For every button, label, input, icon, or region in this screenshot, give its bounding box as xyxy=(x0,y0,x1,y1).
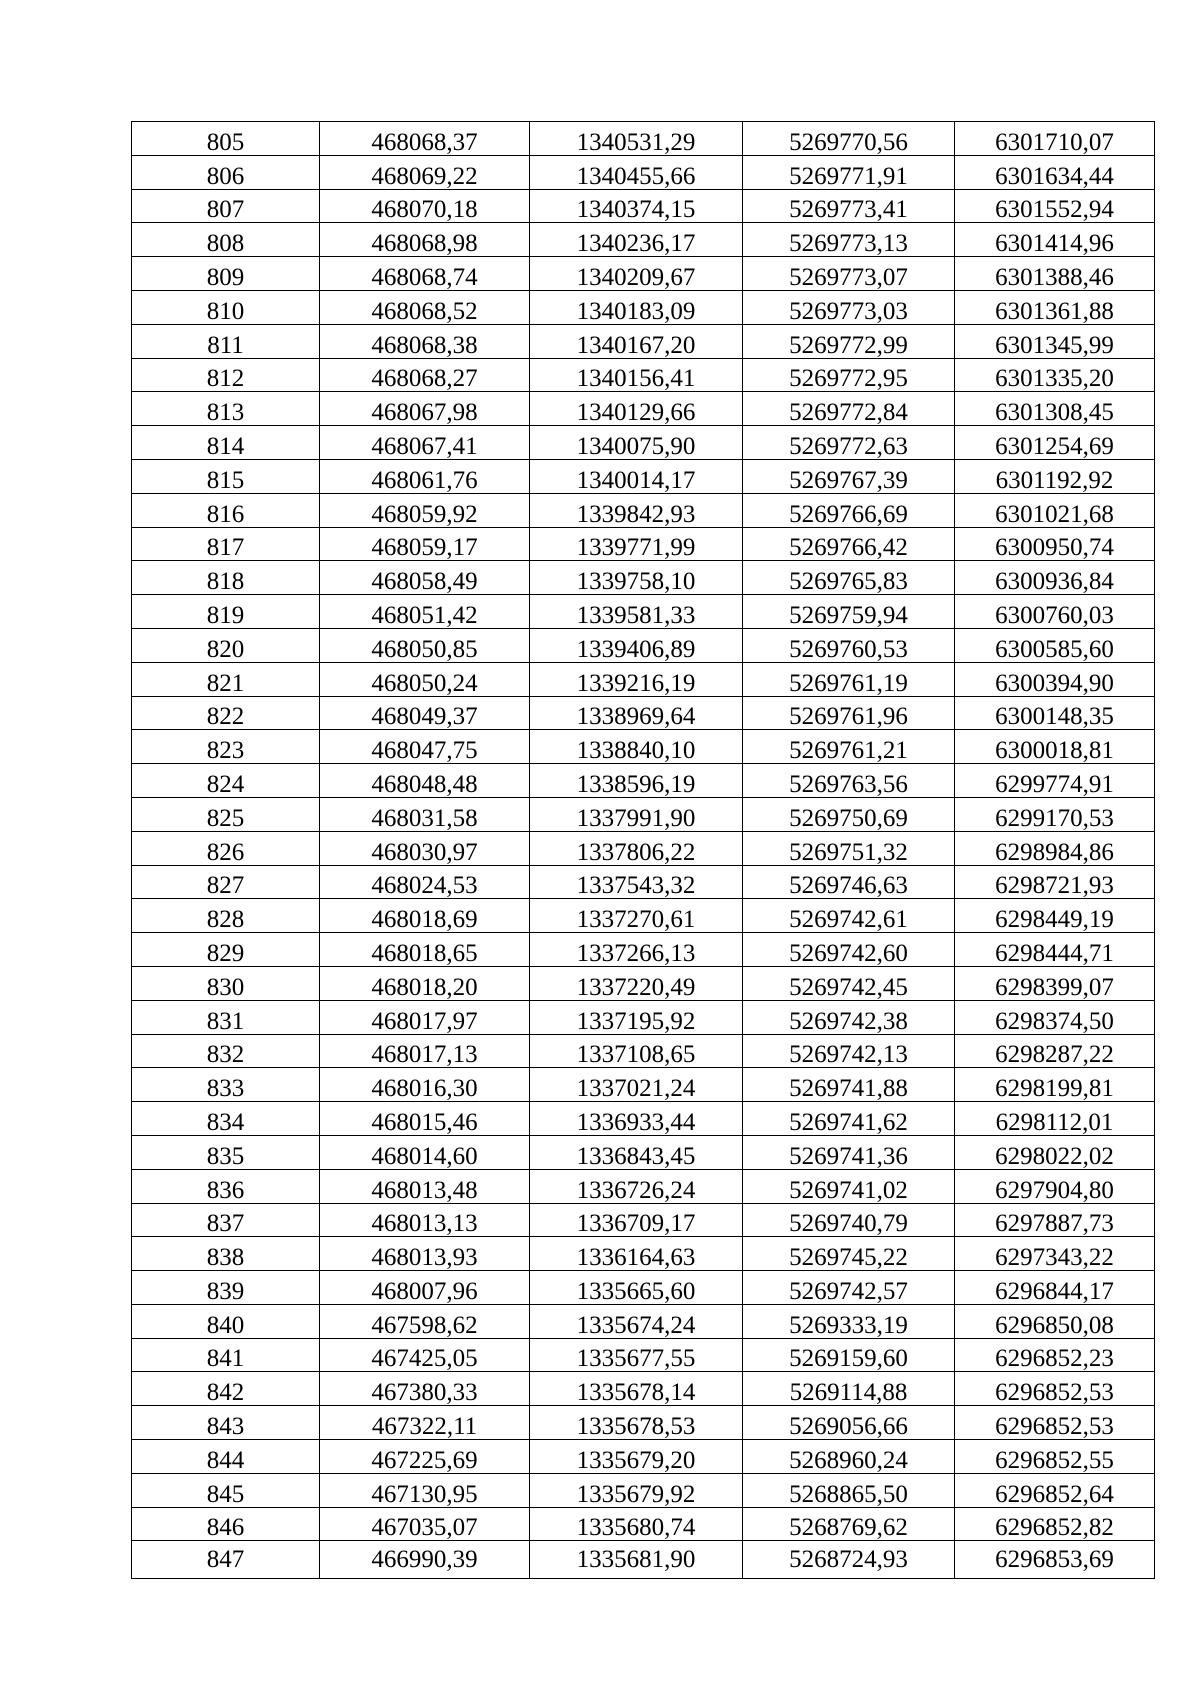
coord-d-cell: 6298199,81 xyxy=(955,1068,1155,1102)
point-number-cell: 832 xyxy=(132,1034,320,1068)
coord-c-cell: 5269741,62 xyxy=(743,1102,955,1136)
coord-a-cell: 468061,76 xyxy=(320,459,530,493)
point-number-cell: 809 xyxy=(132,257,320,291)
point-number-cell: 833 xyxy=(132,1068,320,1102)
point-number-cell: 813 xyxy=(132,392,320,426)
coord-b-cell: 1337195,92 xyxy=(530,1000,743,1034)
table-row xyxy=(132,1203,1155,1237)
coord-d-cell: 6300760,03 xyxy=(955,595,1155,629)
point-number-cell: 840 xyxy=(132,1304,320,1338)
table-row xyxy=(132,493,1155,527)
coord-c-cell: 5269773,41 xyxy=(743,189,955,223)
coord-b-cell: 1340209,67 xyxy=(530,257,743,291)
table-row xyxy=(132,899,1155,933)
coord-a-cell: 467035,07 xyxy=(320,1507,530,1541)
coord-b-cell: 1337266,13 xyxy=(530,933,743,967)
coord-a-cell: 468058,49 xyxy=(320,561,530,595)
table-row xyxy=(132,966,1155,1000)
table-row xyxy=(132,459,1155,493)
coord-d-cell: 6300018,81 xyxy=(955,730,1155,764)
point-number-cell: 834 xyxy=(132,1102,320,1136)
table-row xyxy=(132,628,1155,662)
coord-a-cell: 468014,60 xyxy=(320,1135,530,1169)
coord-d-cell: 6298287,22 xyxy=(955,1034,1155,1068)
coordinates-table xyxy=(131,121,1155,1579)
coord-b-cell: 1339406,89 xyxy=(530,628,743,662)
coord-b-cell: 1337270,61 xyxy=(530,899,743,933)
coord-c-cell: 5269746,63 xyxy=(743,865,955,899)
point-number-cell: 805 xyxy=(132,122,320,156)
coord-c-cell: 5269773,13 xyxy=(743,223,955,257)
coord-c-cell: 5269772,63 xyxy=(743,426,955,460)
table-row xyxy=(132,223,1155,257)
coord-c-cell: 5269761,21 xyxy=(743,730,955,764)
coord-b-cell: 1335680,74 xyxy=(530,1507,743,1541)
coord-d-cell: 6298444,71 xyxy=(955,933,1155,967)
table-row xyxy=(132,1135,1155,1169)
coord-b-cell: 1336843,45 xyxy=(530,1135,743,1169)
coord-d-cell: 6296850,08 xyxy=(955,1304,1155,1338)
coord-a-cell: 468067,98 xyxy=(320,392,530,426)
coord-d-cell: 6301361,88 xyxy=(955,290,1155,324)
coord-b-cell: 1338969,64 xyxy=(530,696,743,730)
table-row xyxy=(132,1440,1155,1474)
table-row xyxy=(132,122,1155,156)
coord-d-cell: 6298022,02 xyxy=(955,1135,1155,1169)
table-row xyxy=(132,324,1155,358)
coord-b-cell: 1338596,19 xyxy=(530,764,743,798)
table-row xyxy=(132,1237,1155,1271)
coord-b-cell: 1336164,63 xyxy=(530,1237,743,1271)
coord-c-cell: 5269771,91 xyxy=(743,155,955,189)
coord-d-cell: 6296852,23 xyxy=(955,1338,1155,1372)
coord-c-cell: 5269772,95 xyxy=(743,358,955,392)
coord-a-cell: 468059,92 xyxy=(320,493,530,527)
coord-b-cell: 1337108,65 xyxy=(530,1034,743,1068)
coord-d-cell: 6301254,69 xyxy=(955,426,1155,460)
point-number-cell: 830 xyxy=(132,966,320,1000)
coord-c-cell: 5269742,60 xyxy=(743,933,955,967)
coord-a-cell: 468050,85 xyxy=(320,628,530,662)
coord-a-cell: 468007,96 xyxy=(320,1271,530,1305)
coord-c-cell: 5269761,96 xyxy=(743,696,955,730)
coord-c-cell: 5269741,36 xyxy=(743,1135,955,1169)
table-row xyxy=(132,1507,1155,1541)
point-number-cell: 812 xyxy=(132,358,320,392)
coord-a-cell: 468030,97 xyxy=(320,831,530,865)
coord-d-cell: 6300148,35 xyxy=(955,696,1155,730)
coord-b-cell: 1337806,22 xyxy=(530,831,743,865)
coord-a-cell: 468018,65 xyxy=(320,933,530,967)
coord-b-cell: 1339842,93 xyxy=(530,493,743,527)
table-row xyxy=(132,257,1155,291)
table-row xyxy=(132,189,1155,223)
coord-b-cell: 1339758,10 xyxy=(530,561,743,595)
coord-d-cell: 6300585,60 xyxy=(955,628,1155,662)
coord-a-cell: 468070,18 xyxy=(320,189,530,223)
coord-d-cell: 6300950,74 xyxy=(955,527,1155,561)
table-row xyxy=(132,1406,1155,1440)
point-number-cell: 825 xyxy=(132,797,320,831)
coord-d-cell: 6298984,86 xyxy=(955,831,1155,865)
coord-b-cell: 1337220,49 xyxy=(530,966,743,1000)
coord-a-cell: 468059,17 xyxy=(320,527,530,561)
coord-c-cell: 5269773,07 xyxy=(743,257,955,291)
coord-d-cell: 6301634,44 xyxy=(955,155,1155,189)
coord-a-cell: 468068,98 xyxy=(320,223,530,257)
coord-c-cell: 5269766,42 xyxy=(743,527,955,561)
coord-c-cell: 5269772,84 xyxy=(743,392,955,426)
coord-a-cell: 467425,05 xyxy=(320,1338,530,1372)
point-number-cell: 821 xyxy=(132,662,320,696)
table-row xyxy=(132,662,1155,696)
table-row xyxy=(132,865,1155,899)
table-row xyxy=(132,1102,1155,1136)
coord-c-cell: 5269742,61 xyxy=(743,899,955,933)
coord-a-cell: 468013,48 xyxy=(320,1169,530,1203)
coord-a-cell: 468067,41 xyxy=(320,426,530,460)
coord-d-cell: 6296852,82 xyxy=(955,1507,1155,1541)
coord-d-cell: 6299170,53 xyxy=(955,797,1155,831)
coord-c-cell: 5269742,57 xyxy=(743,1271,955,1305)
coord-d-cell: 6297343,22 xyxy=(955,1237,1155,1271)
coord-b-cell: 1339581,33 xyxy=(530,595,743,629)
coord-d-cell: 6301388,46 xyxy=(955,257,1155,291)
point-number-cell: 831 xyxy=(132,1000,320,1034)
coord-b-cell: 1338840,10 xyxy=(530,730,743,764)
point-number-cell: 808 xyxy=(132,223,320,257)
table-row xyxy=(132,764,1155,798)
coord-c-cell: 5269766,69 xyxy=(743,493,955,527)
coord-c-cell: 5269765,83 xyxy=(743,561,955,595)
coord-b-cell: 1335677,55 xyxy=(530,1338,743,1372)
coord-d-cell: 6299774,91 xyxy=(955,764,1155,798)
coord-b-cell: 1335674,24 xyxy=(530,1304,743,1338)
coord-a-cell: 467380,33 xyxy=(320,1372,530,1406)
coord-b-cell: 1340167,20 xyxy=(530,324,743,358)
point-number-cell: 835 xyxy=(132,1135,320,1169)
coord-c-cell: 5269741,88 xyxy=(743,1068,955,1102)
point-number-cell: 843 xyxy=(132,1406,320,1440)
coord-c-cell: 5268769,62 xyxy=(743,1507,955,1541)
point-number-cell: 841 xyxy=(132,1338,320,1372)
coord-a-cell: 468016,30 xyxy=(320,1068,530,1102)
coord-d-cell: 6296852,55 xyxy=(955,1440,1155,1474)
coord-c-cell: 5269761,19 xyxy=(743,662,955,696)
coord-a-cell: 468069,22 xyxy=(320,155,530,189)
coord-a-cell: 468024,53 xyxy=(320,865,530,899)
coord-c-cell: 5269750,69 xyxy=(743,797,955,831)
point-number-cell: 828 xyxy=(132,899,320,933)
coord-b-cell: 1340075,90 xyxy=(530,426,743,460)
coord-d-cell: 6296853,69 xyxy=(955,1541,1155,1579)
coord-d-cell: 6298721,93 xyxy=(955,865,1155,899)
coord-a-cell: 468049,37 xyxy=(320,696,530,730)
coord-a-cell: 468047,75 xyxy=(320,730,530,764)
table-row xyxy=(132,392,1155,426)
coord-d-cell: 6298374,50 xyxy=(955,1000,1155,1034)
table-row xyxy=(132,358,1155,392)
table-row xyxy=(132,561,1155,595)
table-row xyxy=(132,527,1155,561)
coord-b-cell: 1340183,09 xyxy=(530,290,743,324)
coord-d-cell: 6300394,90 xyxy=(955,662,1155,696)
table-row xyxy=(132,797,1155,831)
point-number-cell: 845 xyxy=(132,1473,320,1507)
coord-a-cell: 468050,24 xyxy=(320,662,530,696)
point-number-cell: 838 xyxy=(132,1237,320,1271)
coord-a-cell: 468015,46 xyxy=(320,1102,530,1136)
coord-c-cell: 5269773,03 xyxy=(743,290,955,324)
coord-b-cell: 1340374,15 xyxy=(530,189,743,223)
coord-a-cell: 468031,58 xyxy=(320,797,530,831)
coord-a-cell: 468048,48 xyxy=(320,764,530,798)
coordinates-table-body xyxy=(132,122,1155,1579)
coord-d-cell: 6301021,68 xyxy=(955,493,1155,527)
coord-c-cell: 5269740,79 xyxy=(743,1203,955,1237)
coord-d-cell: 6298112,01 xyxy=(955,1102,1155,1136)
coord-c-cell: 5269760,53 xyxy=(743,628,955,662)
coord-d-cell: 6298449,19 xyxy=(955,899,1155,933)
point-number-cell: 837 xyxy=(132,1203,320,1237)
coord-d-cell: 6301710,07 xyxy=(955,122,1155,156)
point-number-cell: 817 xyxy=(132,527,320,561)
coord-c-cell: 5269056,66 xyxy=(743,1406,955,1440)
table-row xyxy=(132,1271,1155,1305)
coord-b-cell: 1339771,99 xyxy=(530,527,743,561)
coord-b-cell: 1335681,90 xyxy=(530,1541,743,1579)
coord-a-cell: 468018,69 xyxy=(320,899,530,933)
coord-c-cell: 5269767,39 xyxy=(743,459,955,493)
point-number-cell: 842 xyxy=(132,1372,320,1406)
point-number-cell: 827 xyxy=(132,865,320,899)
coord-d-cell: 6301345,99 xyxy=(955,324,1155,358)
coord-b-cell: 1340236,17 xyxy=(530,223,743,257)
point-number-cell: 844 xyxy=(132,1440,320,1474)
coord-d-cell: 6296852,53 xyxy=(955,1372,1155,1406)
coord-c-cell: 5269772,99 xyxy=(743,324,955,358)
coord-b-cell: 1335678,53 xyxy=(530,1406,743,1440)
coord-c-cell: 5269759,94 xyxy=(743,595,955,629)
coord-a-cell: 468068,37 xyxy=(320,122,530,156)
coord-c-cell: 5268724,93 xyxy=(743,1541,955,1579)
table-row xyxy=(132,426,1155,460)
coord-b-cell: 1340156,41 xyxy=(530,358,743,392)
coord-a-cell: 468051,42 xyxy=(320,595,530,629)
coord-d-cell: 6296852,64 xyxy=(955,1473,1155,1507)
coord-d-cell: 6297904,80 xyxy=(955,1169,1155,1203)
coord-a-cell: 468068,38 xyxy=(320,324,530,358)
coord-c-cell: 5269741,02 xyxy=(743,1169,955,1203)
coord-c-cell: 5269770,56 xyxy=(743,122,955,156)
coord-a-cell: 468013,13 xyxy=(320,1203,530,1237)
coord-a-cell: 467598,62 xyxy=(320,1304,530,1338)
point-number-cell: 822 xyxy=(132,696,320,730)
point-number-cell: 847 xyxy=(132,1541,320,1579)
coord-d-cell: 6300936,84 xyxy=(955,561,1155,595)
coord-c-cell: 5269114,88 xyxy=(743,1372,955,1406)
coord-a-cell: 467322,11 xyxy=(320,1406,530,1440)
coord-b-cell: 1337991,90 xyxy=(530,797,743,831)
coord-a-cell: 468017,13 xyxy=(320,1034,530,1068)
coord-c-cell: 5269333,19 xyxy=(743,1304,955,1338)
coord-a-cell: 468068,27 xyxy=(320,358,530,392)
coord-c-cell: 5269745,22 xyxy=(743,1237,955,1271)
coord-b-cell: 1335679,20 xyxy=(530,1440,743,1474)
table-row xyxy=(132,730,1155,764)
table-row xyxy=(132,1372,1155,1406)
coord-c-cell: 5269159,60 xyxy=(743,1338,955,1372)
point-number-cell: 807 xyxy=(132,189,320,223)
table-row xyxy=(132,1338,1155,1372)
coord-a-cell: 466990,39 xyxy=(320,1541,530,1579)
coord-c-cell: 5269751,32 xyxy=(743,831,955,865)
point-number-cell: 846 xyxy=(132,1507,320,1541)
coord-d-cell: 6301414,96 xyxy=(955,223,1155,257)
coord-a-cell: 468018,20 xyxy=(320,966,530,1000)
point-number-cell: 814 xyxy=(132,426,320,460)
coord-d-cell: 6296852,53 xyxy=(955,1406,1155,1440)
point-number-cell: 836 xyxy=(132,1169,320,1203)
point-number-cell: 818 xyxy=(132,561,320,595)
coord-b-cell: 1335679,92 xyxy=(530,1473,743,1507)
coord-d-cell: 6301192,92 xyxy=(955,459,1155,493)
point-number-cell: 816 xyxy=(132,493,320,527)
coord-a-cell: 468013,93 xyxy=(320,1237,530,1271)
coord-d-cell: 6301308,45 xyxy=(955,392,1155,426)
point-number-cell: 826 xyxy=(132,831,320,865)
table-row xyxy=(132,696,1155,730)
coord-c-cell: 5269742,13 xyxy=(743,1034,955,1068)
point-number-cell: 810 xyxy=(132,290,320,324)
coord-d-cell: 6296844,17 xyxy=(955,1271,1155,1305)
coord-d-cell: 6297887,73 xyxy=(955,1203,1155,1237)
coord-c-cell: 5269742,45 xyxy=(743,966,955,1000)
table-row xyxy=(132,1169,1155,1203)
table-row xyxy=(132,155,1155,189)
point-number-cell: 806 xyxy=(132,155,320,189)
coord-c-cell: 5268960,24 xyxy=(743,1440,955,1474)
coord-a-cell: 468068,52 xyxy=(320,290,530,324)
coord-b-cell: 1335665,60 xyxy=(530,1271,743,1305)
table-row xyxy=(132,1473,1155,1507)
point-number-cell: 829 xyxy=(132,933,320,967)
coord-b-cell: 1336933,44 xyxy=(530,1102,743,1136)
table-row xyxy=(132,1068,1155,1102)
coord-d-cell: 6301552,94 xyxy=(955,189,1155,223)
point-number-cell: 811 xyxy=(132,324,320,358)
point-number-cell: 824 xyxy=(132,764,320,798)
coord-a-cell: 467130,95 xyxy=(320,1473,530,1507)
point-number-cell: 823 xyxy=(132,730,320,764)
point-number-cell: 815 xyxy=(132,459,320,493)
coord-b-cell: 1336709,17 xyxy=(530,1203,743,1237)
point-number-cell: 839 xyxy=(132,1271,320,1305)
coord-a-cell: 467225,69 xyxy=(320,1440,530,1474)
table-row xyxy=(132,1034,1155,1068)
coord-a-cell: 468068,74 xyxy=(320,257,530,291)
coord-c-cell: 5268865,50 xyxy=(743,1473,955,1507)
table-row xyxy=(132,290,1155,324)
coord-b-cell: 1335678,14 xyxy=(530,1372,743,1406)
coord-b-cell: 1339216,19 xyxy=(530,662,743,696)
coord-b-cell: 1337021,24 xyxy=(530,1068,743,1102)
coord-b-cell: 1340014,17 xyxy=(530,459,743,493)
coord-b-cell: 1340531,29 xyxy=(530,122,743,156)
coord-b-cell: 1337543,32 xyxy=(530,865,743,899)
coord-c-cell: 5269742,38 xyxy=(743,1000,955,1034)
coord-b-cell: 1340129,66 xyxy=(530,392,743,426)
table-row xyxy=(132,1000,1155,1034)
table-row xyxy=(132,933,1155,967)
table-row xyxy=(132,1304,1155,1338)
table-row xyxy=(132,595,1155,629)
table-row xyxy=(132,831,1155,865)
coord-d-cell: 6301335,20 xyxy=(955,358,1155,392)
coord-b-cell: 1340455,66 xyxy=(530,155,743,189)
coord-a-cell: 468017,97 xyxy=(320,1000,530,1034)
coord-b-cell: 1336726,24 xyxy=(530,1169,743,1203)
point-number-cell: 820 xyxy=(132,628,320,662)
point-number-cell: 819 xyxy=(132,595,320,629)
coord-c-cell: 5269763,56 xyxy=(743,764,955,798)
table-row xyxy=(132,1541,1155,1579)
coord-d-cell: 6298399,07 xyxy=(955,966,1155,1000)
